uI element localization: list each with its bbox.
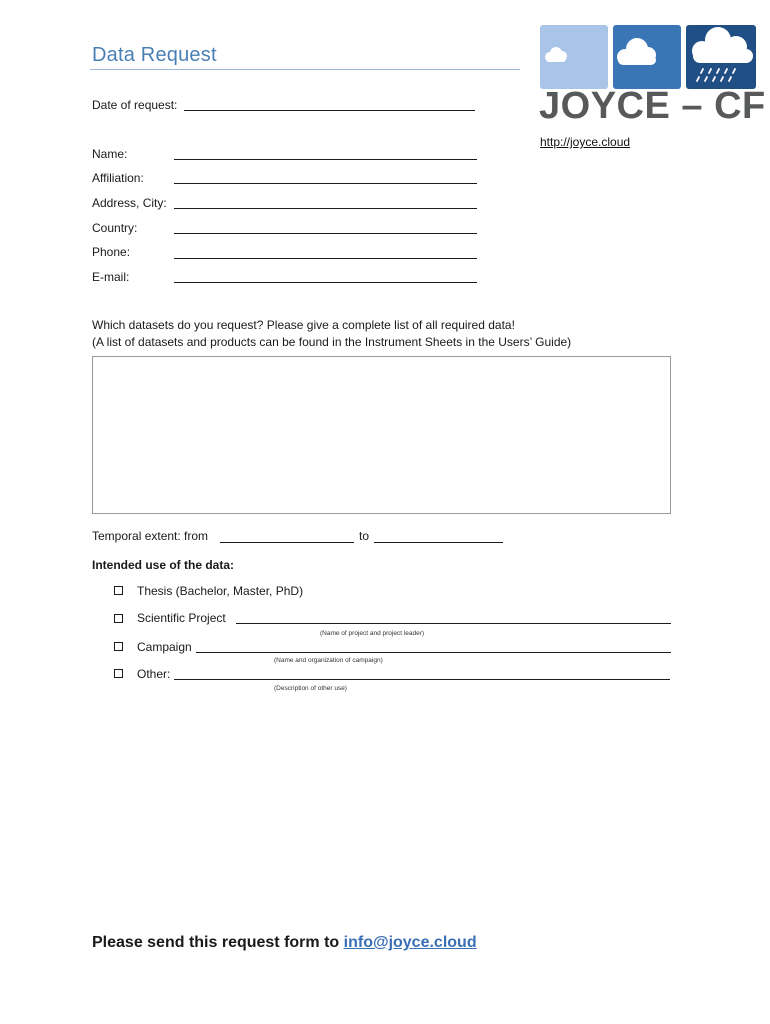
date-of-request-field[interactable]: [184, 110, 475, 111]
phone-field[interactable]: [174, 258, 477, 259]
other-hint: (Description of other use): [274, 685, 347, 692]
other-checkbox[interactable]: [114, 669, 123, 678]
logo-tile-light: [540, 25, 608, 89]
affiliation-field[interactable]: [174, 183, 477, 184]
address-city-field[interactable]: [174, 208, 477, 209]
country-field[interactable]: [174, 233, 477, 234]
address-city-label: Address, City:: [92, 196, 167, 210]
logo-tile-dark: [686, 25, 756, 89]
temporal-from-label: Temporal extent: from: [92, 529, 209, 543]
temporal-to-field[interactable]: [374, 542, 503, 543]
campaign-field[interactable]: [196, 652, 671, 653]
logo-wordmark: JOYCE – CF: [539, 85, 766, 127]
rain-cloud-icon: [686, 25, 756, 89]
name-field[interactable]: [174, 159, 477, 160]
country-label: Country:: [92, 221, 138, 235]
cloud-icon: [613, 25, 681, 89]
email-field[interactable]: [174, 282, 477, 283]
temporal-to-label: to: [359, 529, 370, 543]
datasets-question: Which datasets do you request? Please give a complete list of all required data!: [92, 318, 515, 332]
phone-label: Phone:: [92, 245, 131, 259]
intended-use-heading: Intended use of the data:: [92, 558, 235, 572]
logo-tile-medium: [613, 25, 681, 89]
scientific-project-label: Scientific Project: [137, 611, 226, 625]
footer-text: Please send this request form to: [92, 934, 340, 951]
contact-email-link[interactable]: info@joyce.cloud: [343, 934, 477, 951]
small-cloud-icon: [540, 25, 608, 89]
datasets-hint: (A list of datasets and products can be found in the Instrument Sheets in the Users’ Guide): [92, 335, 572, 349]
campaign-label: Campaign: [137, 640, 192, 654]
other-field[interactable]: [174, 679, 670, 680]
other-label: Other:: [137, 667, 171, 681]
thesis-checkbox[interactable]: [114, 586, 123, 595]
scientific-project-hint: (Name of project and project leader): [320, 630, 425, 637]
scientific-project-checkbox[interactable]: [114, 614, 123, 623]
website-link[interactable]: http://joyce.cloud: [540, 135, 631, 149]
thesis-label: Thesis (Bachelor, Master, PhD): [137, 584, 304, 598]
datasets-textarea[interactable]: [92, 356, 671, 514]
campaign-checkbox[interactable]: [114, 642, 123, 651]
footer-instruction: [92, 934, 477, 952]
name-label: Name:: [92, 147, 128, 161]
temporal-from-field[interactable]: [220, 542, 354, 543]
scientific-project-field[interactable]: [236, 623, 671, 624]
date-of-request-label: Date of request:: [92, 98, 178, 112]
email-label: E-mail:: [92, 270, 130, 284]
affiliation-label: Affiliation:: [92, 171, 144, 185]
title-underline: [90, 69, 520, 70]
campaign-hint: (Name and organization of campaign): [274, 657, 383, 664]
page-title: Data Request: [92, 44, 217, 66]
